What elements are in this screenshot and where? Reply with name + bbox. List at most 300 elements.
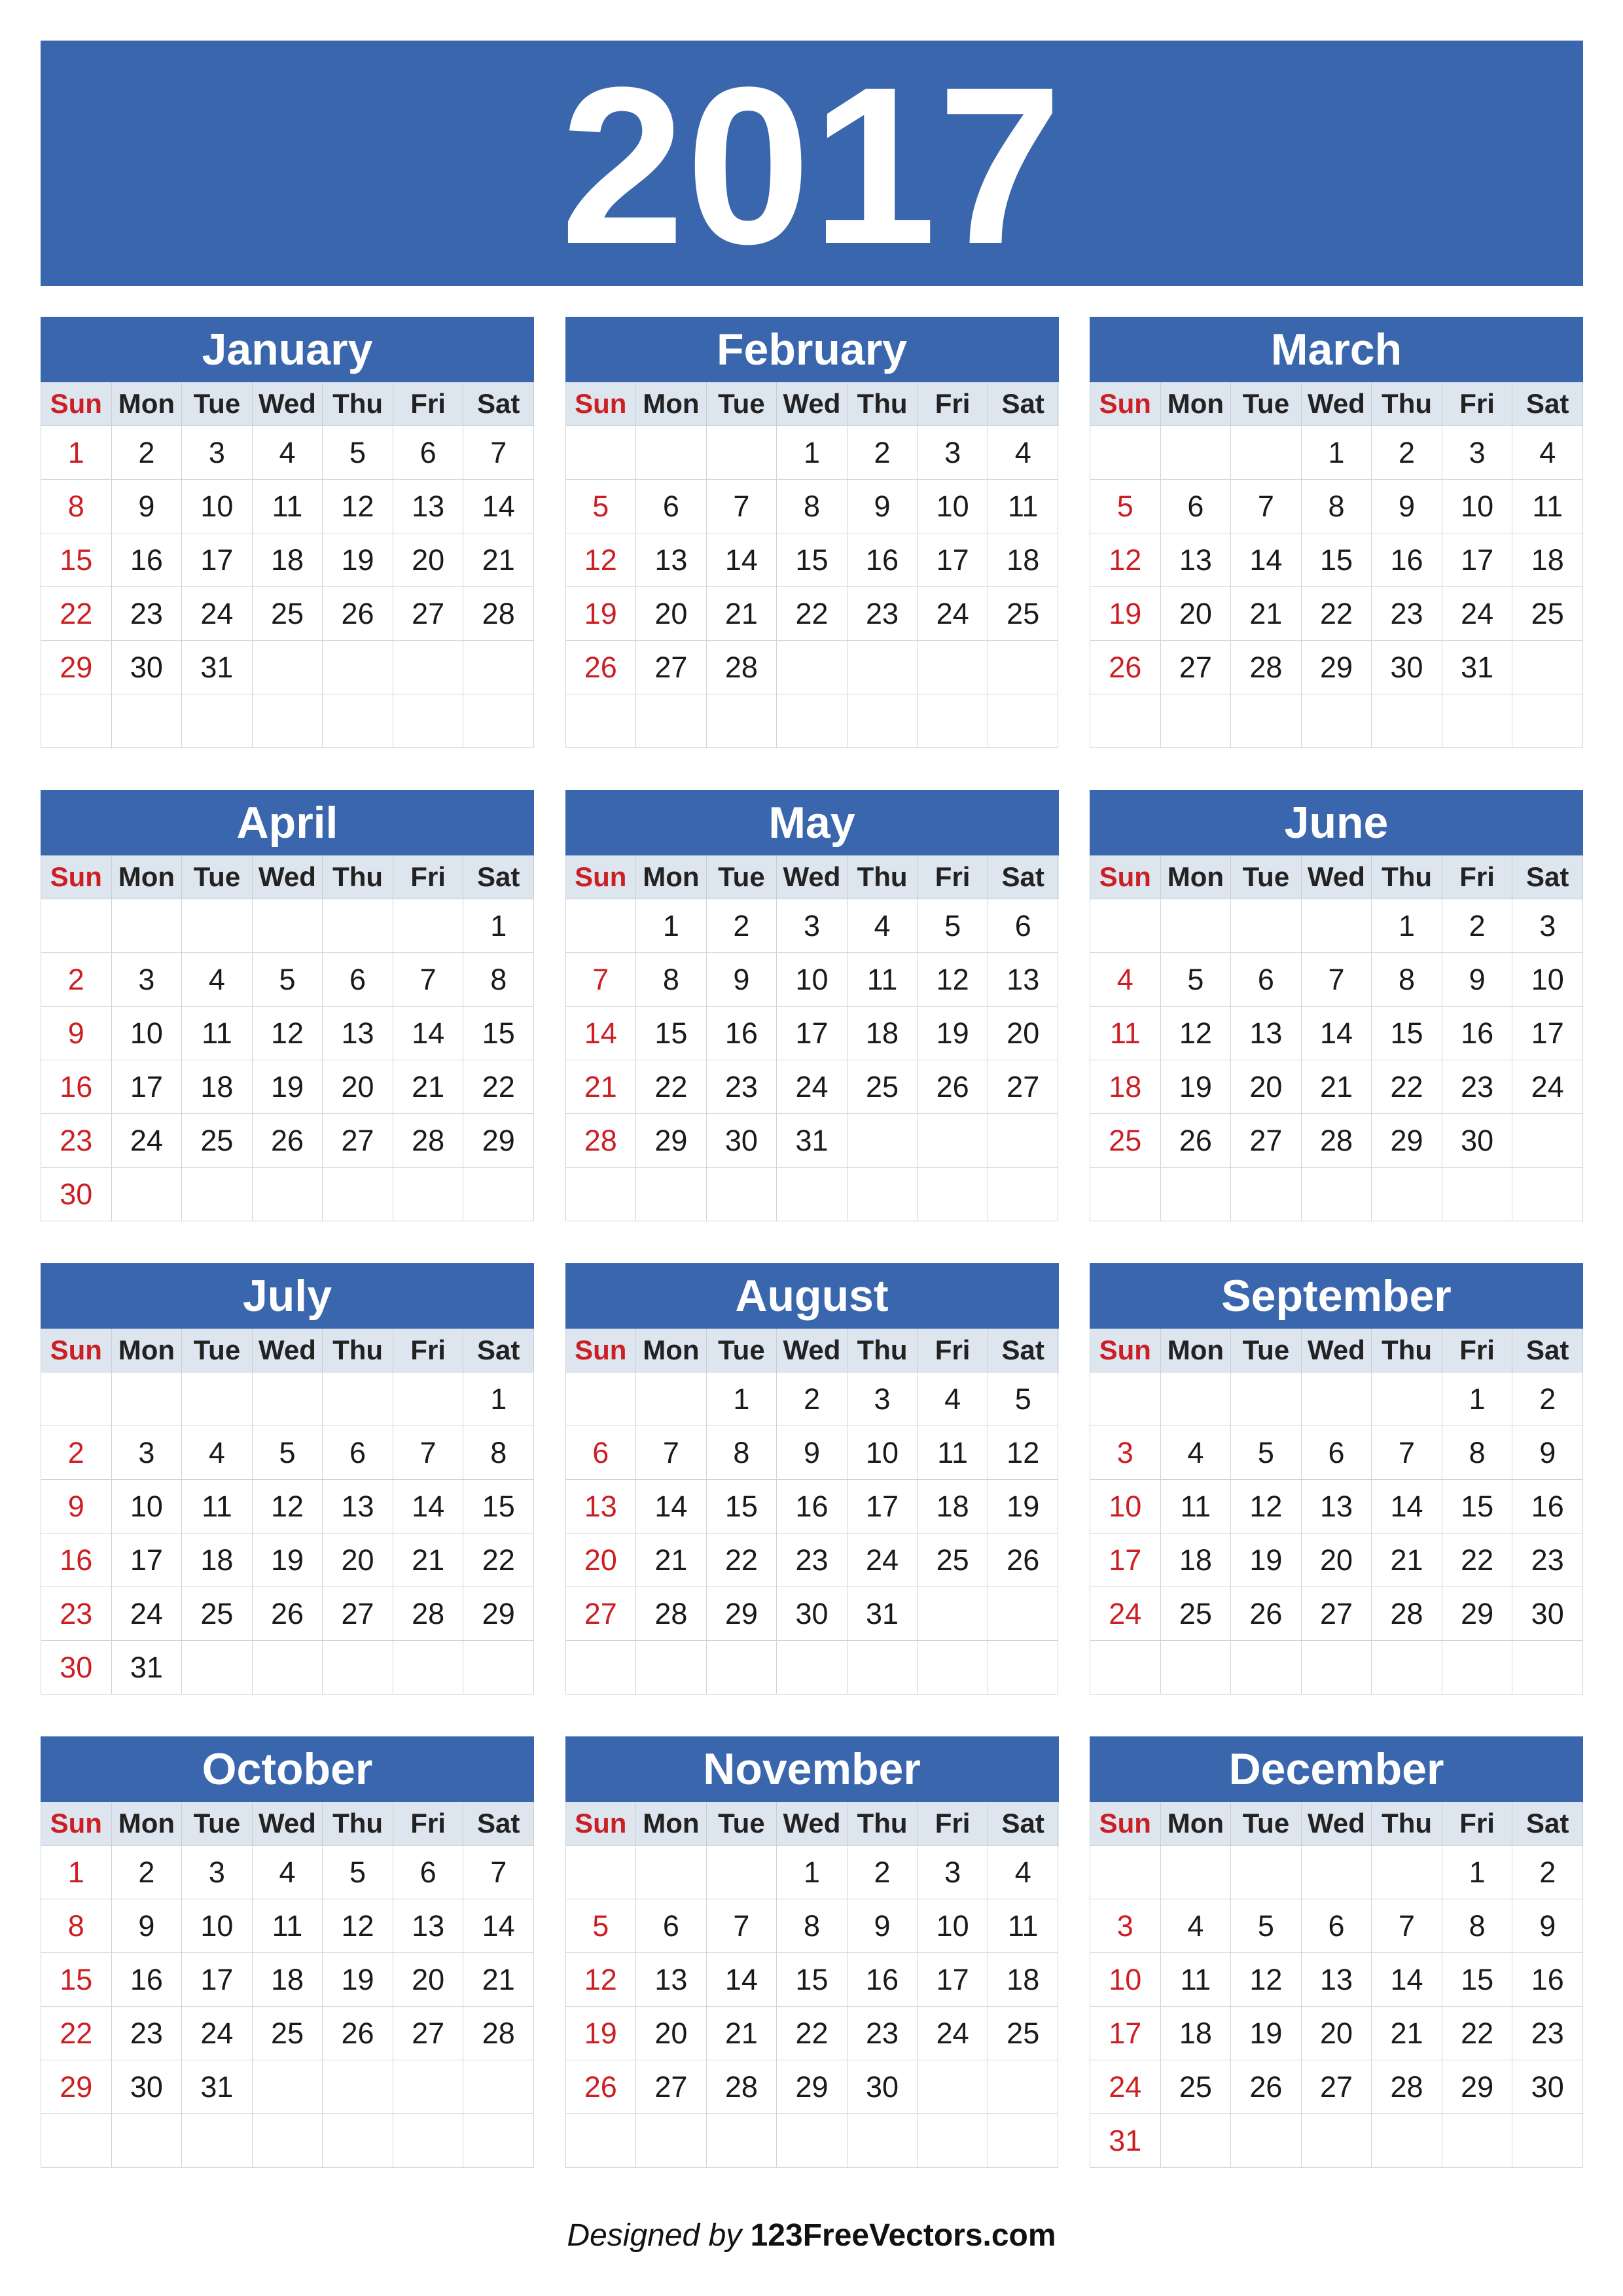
day-cell: 12 xyxy=(988,1426,1059,1480)
day-cell: 12 xyxy=(1231,1480,1302,1534)
day-cell: 7 xyxy=(393,953,464,1007)
month-name: February xyxy=(717,325,907,374)
day-cell xyxy=(323,1641,393,1695)
weekday-label: Tue xyxy=(182,382,253,425)
day-cell: 16 xyxy=(112,533,183,587)
day-cell: 6 xyxy=(1302,1426,1372,1480)
day-cell: 2 xyxy=(847,1846,918,1899)
weekday-header-row xyxy=(565,382,1059,426)
day-cell xyxy=(1372,1168,1442,1221)
weekday-label: Thu xyxy=(847,855,918,899)
weekday-label: Mon xyxy=(636,1802,707,1845)
day-cell xyxy=(636,426,707,480)
day-cell: 18 xyxy=(988,533,1059,587)
day-cell xyxy=(1302,694,1372,748)
day-cell xyxy=(393,1372,464,1426)
day-cell xyxy=(393,1641,464,1695)
day-cell: 2 xyxy=(41,1426,112,1480)
day-cell: 6 xyxy=(566,1426,637,1480)
day-cell: 7 xyxy=(1302,953,1372,1007)
weekday-label: Wed xyxy=(1302,1802,1372,1845)
day-cell xyxy=(1231,426,1302,480)
day-cell xyxy=(253,2060,323,2114)
day-cell: 3 xyxy=(182,1846,253,1899)
weekday-label: Thu xyxy=(323,855,393,899)
day-cell xyxy=(566,1641,637,1695)
day-cell: 7 xyxy=(393,1426,464,1480)
weekday-label: Fri xyxy=(393,855,464,899)
weekday-label: Sun xyxy=(41,1329,112,1372)
day-cell: 25 xyxy=(918,1534,988,1587)
day-cell: 4 xyxy=(918,1372,988,1426)
day-cell: 28 xyxy=(1372,1587,1442,1641)
day-cell xyxy=(847,1641,918,1695)
day-cell: 7 xyxy=(1372,1899,1442,1953)
day-cell xyxy=(463,2114,534,2168)
day-cell: 28 xyxy=(1372,2060,1442,2114)
weekday-label: Tue xyxy=(1231,1802,1302,1845)
day-cell xyxy=(1231,1846,1302,1899)
day-grid xyxy=(41,426,534,748)
day-cell xyxy=(323,1168,393,1221)
day-cell: 14 xyxy=(393,1007,464,1060)
day-cell: 15 xyxy=(1442,1953,1513,2007)
month-header xyxy=(565,790,1059,855)
day-cell: 1 xyxy=(777,1846,847,1899)
day-cell: 12 xyxy=(253,1480,323,1534)
day-cell: 24 xyxy=(777,1060,847,1114)
day-cell xyxy=(847,2114,918,2168)
day-cell: 5 xyxy=(566,480,637,533)
day-cell xyxy=(112,899,183,953)
day-grid xyxy=(1090,426,1583,748)
day-cell: 6 xyxy=(393,1846,464,1899)
day-cell: 23 xyxy=(847,587,918,641)
day-cell: 19 xyxy=(988,1480,1059,1534)
day-cell: 10 xyxy=(847,1426,918,1480)
day-cell xyxy=(323,899,393,953)
day-cell xyxy=(918,641,988,694)
day-cell: 17 xyxy=(777,1007,847,1060)
day-cell: 27 xyxy=(393,2007,464,2060)
day-cell: 7 xyxy=(707,480,777,533)
day-cell: 2 xyxy=(112,1846,183,1899)
day-cell: 21 xyxy=(393,1534,464,1587)
day-cell: 17 xyxy=(112,1060,183,1114)
day-cell: 8 xyxy=(1302,480,1372,533)
day-cell xyxy=(253,694,323,748)
day-cell xyxy=(112,694,183,748)
day-cell: 15 xyxy=(777,1953,847,2007)
day-cell xyxy=(1442,1641,1513,1695)
day-cell xyxy=(41,1372,112,1426)
day-cell: 30 xyxy=(777,1587,847,1641)
month-1 xyxy=(565,317,1059,759)
day-cell: 13 xyxy=(1231,1007,1302,1060)
day-cell: 29 xyxy=(463,1114,534,1168)
month-4 xyxy=(565,790,1059,1232)
weekday-label: Sun xyxy=(41,382,112,425)
day-cell: 22 xyxy=(707,1534,777,1587)
day-cell: 15 xyxy=(41,533,112,587)
day-cell: 8 xyxy=(1372,953,1442,1007)
day-cell: 20 xyxy=(323,1534,393,1587)
month-name: March xyxy=(1270,325,1402,374)
day-cell: 28 xyxy=(707,2060,777,2114)
day-cell: 17 xyxy=(1090,1534,1161,1587)
day-cell: 22 xyxy=(777,2007,847,2060)
day-cell: 24 xyxy=(1090,2060,1161,2114)
weekday-label: Sun xyxy=(566,382,637,425)
day-cell: 11 xyxy=(918,1426,988,1480)
day-cell xyxy=(1302,1641,1372,1695)
day-cell: 13 xyxy=(636,1953,707,2007)
month-header xyxy=(1090,1736,1583,1802)
day-cell: 17 xyxy=(847,1480,918,1534)
day-cell: 31 xyxy=(112,1641,183,1695)
day-cell xyxy=(1090,1168,1161,1221)
month-header xyxy=(565,1263,1059,1329)
day-cell xyxy=(1161,899,1232,953)
day-cell xyxy=(182,2114,253,2168)
day-cell: 25 xyxy=(988,2007,1059,2060)
day-cell: 19 xyxy=(1090,587,1161,641)
day-grid xyxy=(1090,899,1583,1221)
month-name: August xyxy=(735,1271,889,1321)
weekday-header-row xyxy=(565,855,1059,899)
day-cell: 30 xyxy=(1372,641,1442,694)
month-3 xyxy=(41,790,534,1232)
day-cell xyxy=(1512,2114,1583,2168)
day-cell: 8 xyxy=(1442,1899,1513,1953)
weekday-label: Sat xyxy=(988,1329,1059,1372)
day-cell: 30 xyxy=(41,1641,112,1695)
day-cell xyxy=(463,641,534,694)
month-header xyxy=(1090,317,1583,382)
weekday-label: Wed xyxy=(253,1329,323,1372)
day-cell: 28 xyxy=(636,1587,707,1641)
day-cell: 24 xyxy=(918,587,988,641)
weekday-header-row xyxy=(1090,382,1583,426)
day-cell: 3 xyxy=(918,426,988,480)
weekday-label: Fri xyxy=(1442,1329,1513,1372)
day-cell: 23 xyxy=(1512,1534,1583,1587)
day-cell: 28 xyxy=(463,2007,534,2060)
day-cell xyxy=(182,899,253,953)
day-cell: 8 xyxy=(777,1899,847,1953)
day-cell: 22 xyxy=(777,587,847,641)
day-cell: 24 xyxy=(1442,587,1513,641)
day-cell: 21 xyxy=(1302,1060,1372,1114)
day-cell: 1 xyxy=(463,899,534,953)
day-cell xyxy=(636,1372,707,1426)
day-cell: 11 xyxy=(1161,1953,1232,2007)
day-cell: 9 xyxy=(41,1480,112,1534)
day-cell: 7 xyxy=(1231,480,1302,533)
day-cell: 9 xyxy=(707,953,777,1007)
day-cell: 13 xyxy=(1302,1953,1372,2007)
month-name: April xyxy=(236,798,338,848)
weekday-label: Thu xyxy=(847,1329,918,1372)
day-cell: 4 xyxy=(1161,1426,1232,1480)
day-cell: 17 xyxy=(1442,533,1513,587)
day-cell: 8 xyxy=(636,953,707,1007)
day-cell: 3 xyxy=(1442,426,1513,480)
day-cell xyxy=(1512,694,1583,748)
day-cell: 30 xyxy=(1512,1587,1583,1641)
day-cell: 17 xyxy=(918,533,988,587)
weekday-label: Thu xyxy=(1372,382,1442,425)
weekday-label: Tue xyxy=(1231,382,1302,425)
day-cell: 10 xyxy=(182,480,253,533)
day-cell: 16 xyxy=(41,1534,112,1587)
day-cell: 20 xyxy=(988,1007,1059,1060)
day-cell: 23 xyxy=(707,1060,777,1114)
day-cell: 23 xyxy=(1512,2007,1583,2060)
day-cell: 27 xyxy=(1302,1587,1372,1641)
day-cell: 2 xyxy=(41,953,112,1007)
day-cell: 5 xyxy=(323,1846,393,1899)
day-cell: 19 xyxy=(253,1060,323,1114)
day-cell: 8 xyxy=(41,480,112,533)
day-cell: 9 xyxy=(1512,1426,1583,1480)
month-header xyxy=(41,1263,534,1329)
day-cell: 11 xyxy=(253,480,323,533)
day-cell: 3 xyxy=(1512,899,1583,953)
day-cell: 24 xyxy=(918,2007,988,2060)
day-cell: 9 xyxy=(1512,1899,1583,1953)
day-grid xyxy=(565,1372,1059,1695)
day-cell xyxy=(918,1587,988,1641)
weekday-label: Mon xyxy=(636,1329,707,1372)
day-cell xyxy=(463,694,534,748)
day-cell: 14 xyxy=(707,1953,777,2007)
day-cell: 16 xyxy=(707,1007,777,1060)
day-cell: 17 xyxy=(112,1534,183,1587)
day-cell: 30 xyxy=(41,1168,112,1221)
day-cell xyxy=(777,641,847,694)
day-cell: 12 xyxy=(918,953,988,1007)
weekday-label: Tue xyxy=(707,1802,777,1845)
day-cell: 20 xyxy=(1161,587,1232,641)
day-cell xyxy=(1231,2114,1302,2168)
day-cell: 14 xyxy=(1231,533,1302,587)
day-cell: 14 xyxy=(1372,1480,1442,1534)
weekday-label: Sat xyxy=(988,382,1059,425)
day-cell xyxy=(323,2060,393,2114)
weekday-label: Thu xyxy=(847,1802,918,1845)
weekday-label: Sat xyxy=(463,855,534,899)
year-title: 2017 xyxy=(560,40,1063,291)
day-cell: 15 xyxy=(1302,533,1372,587)
weekday-label: Sun xyxy=(41,855,112,899)
day-cell: 2 xyxy=(777,1372,847,1426)
day-cell xyxy=(1372,694,1442,748)
day-cell: 15 xyxy=(1372,1007,1442,1060)
day-cell: 29 xyxy=(1442,2060,1513,2114)
day-cell xyxy=(112,2114,183,2168)
day-cell: 27 xyxy=(636,641,707,694)
day-cell: 25 xyxy=(1161,1587,1232,1641)
day-cell: 27 xyxy=(988,1060,1059,1114)
day-cell: 28 xyxy=(566,1114,637,1168)
day-cell: 14 xyxy=(1302,1007,1372,1060)
day-cell: 9 xyxy=(112,480,183,533)
weekday-label: Tue xyxy=(1231,855,1302,899)
day-cell: 21 xyxy=(463,533,534,587)
month-header xyxy=(41,1736,534,1802)
day-cell: 20 xyxy=(323,1060,393,1114)
day-cell: 22 xyxy=(1372,1060,1442,1114)
day-cell xyxy=(636,694,707,748)
day-cell xyxy=(777,1168,847,1221)
day-cell xyxy=(1161,1641,1232,1695)
day-cell: 17 xyxy=(918,1953,988,2007)
day-cell xyxy=(777,1641,847,1695)
day-cell: 11 xyxy=(988,1899,1059,1953)
day-cell: 22 xyxy=(1442,1534,1513,1587)
day-cell: 23 xyxy=(112,587,183,641)
day-cell xyxy=(182,1168,253,1221)
day-cell: 5 xyxy=(253,1426,323,1480)
day-cell: 26 xyxy=(253,1114,323,1168)
weekday-header-row xyxy=(41,855,534,899)
day-cell: 21 xyxy=(707,587,777,641)
day-cell: 1 xyxy=(707,1372,777,1426)
day-cell: 29 xyxy=(636,1114,707,1168)
day-cell: 31 xyxy=(1442,641,1513,694)
day-cell: 11 xyxy=(988,480,1059,533)
day-cell: 25 xyxy=(182,1114,253,1168)
weekday-label: Tue xyxy=(707,382,777,425)
day-cell xyxy=(777,2114,847,2168)
weekday-label: Sat xyxy=(1512,382,1583,425)
day-cell xyxy=(918,1641,988,1695)
day-cell xyxy=(1090,694,1161,748)
day-cell xyxy=(1302,1372,1372,1426)
day-cell xyxy=(182,694,253,748)
day-cell: 6 xyxy=(636,480,707,533)
day-cell: 30 xyxy=(1512,2060,1583,2114)
day-cell: 30 xyxy=(707,1114,777,1168)
weekday-label: Fri xyxy=(393,382,464,425)
day-cell: 5 xyxy=(1090,480,1161,533)
day-cell: 8 xyxy=(707,1426,777,1480)
day-cell: 20 xyxy=(1302,1534,1372,1587)
day-cell: 5 xyxy=(323,426,393,480)
day-cell: 16 xyxy=(1372,533,1442,587)
weekday-label: Sun xyxy=(566,1329,637,1372)
day-cell: 21 xyxy=(1231,587,1302,641)
weekday-label: Thu xyxy=(323,1802,393,1845)
day-cell xyxy=(988,1168,1059,1221)
day-cell: 16 xyxy=(41,1060,112,1114)
day-grid xyxy=(565,426,1059,748)
month-header xyxy=(565,1736,1059,1802)
day-cell: 20 xyxy=(566,1534,637,1587)
weekday-header-row xyxy=(565,1329,1059,1372)
day-cell: 13 xyxy=(1161,533,1232,587)
day-cell xyxy=(636,1641,707,1695)
day-cell xyxy=(41,694,112,748)
day-cell xyxy=(41,899,112,953)
day-cell: 22 xyxy=(463,1060,534,1114)
day-cell: 24 xyxy=(1512,1060,1583,1114)
day-cell: 19 xyxy=(323,1953,393,2007)
credit-brand: 123FreeVectors.com xyxy=(750,2218,1056,2253)
day-cell: 16 xyxy=(1442,1007,1513,1060)
day-cell: 15 xyxy=(636,1007,707,1060)
day-cell xyxy=(112,1168,183,1221)
day-grid xyxy=(1090,1372,1583,1695)
day-cell: 8 xyxy=(463,1426,534,1480)
day-cell: 2 xyxy=(1372,426,1442,480)
day-cell: 9 xyxy=(777,1426,847,1480)
day-cell: 17 xyxy=(1512,1007,1583,1060)
months-grid xyxy=(41,317,1583,2179)
day-cell: 11 xyxy=(182,1480,253,1534)
month-name: September xyxy=(1221,1271,1452,1321)
day-cell xyxy=(1231,1168,1302,1221)
weekday-label: Wed xyxy=(1302,855,1372,899)
day-cell: 6 xyxy=(1302,1899,1372,1953)
day-cell: 4 xyxy=(988,426,1059,480)
weekday-label: Mon xyxy=(112,1329,183,1372)
day-cell xyxy=(1512,641,1583,694)
day-cell: 17 xyxy=(182,1953,253,2007)
day-cell xyxy=(1161,2114,1232,2168)
weekday-label: Fri xyxy=(918,1802,988,1845)
day-cell xyxy=(1231,899,1302,953)
day-cell: 13 xyxy=(393,1899,464,1953)
day-cell: 10 xyxy=(918,1899,988,1953)
day-cell: 10 xyxy=(1090,1480,1161,1534)
month-header xyxy=(1090,790,1583,855)
day-cell: 29 xyxy=(41,2060,112,2114)
day-cell: 24 xyxy=(1090,1587,1161,1641)
day-cell: 25 xyxy=(253,2007,323,2060)
day-cell xyxy=(393,899,464,953)
day-cell xyxy=(636,1846,707,1899)
day-cell: 12 xyxy=(566,533,637,587)
weekday-label: Mon xyxy=(1161,382,1232,425)
weekday-label: Tue xyxy=(182,1329,253,1372)
day-cell: 29 xyxy=(1372,1114,1442,1168)
day-cell: 10 xyxy=(182,1899,253,1953)
day-cell xyxy=(707,1846,777,1899)
day-cell: 26 xyxy=(253,1587,323,1641)
day-cell: 4 xyxy=(253,426,323,480)
day-cell xyxy=(1512,1168,1583,1221)
day-cell: 3 xyxy=(1090,1899,1161,1953)
day-cell: 21 xyxy=(1372,2007,1442,2060)
weekday-label: Fri xyxy=(1442,1802,1513,1845)
weekday-label: Tue xyxy=(182,855,253,899)
day-cell: 6 xyxy=(323,1426,393,1480)
day-cell: 31 xyxy=(777,1114,847,1168)
weekday-label: Thu xyxy=(323,1329,393,1372)
day-cell xyxy=(1090,1846,1161,1899)
day-cell: 19 xyxy=(323,533,393,587)
day-cell: 26 xyxy=(918,1060,988,1114)
day-cell: 2 xyxy=(1512,1846,1583,1899)
day-cell: 18 xyxy=(918,1480,988,1534)
month-name: June xyxy=(1284,798,1389,848)
day-grid xyxy=(1090,1846,1583,2168)
day-cell xyxy=(847,1114,918,1168)
day-cell xyxy=(566,1846,637,1899)
day-cell: 23 xyxy=(112,2007,183,2060)
